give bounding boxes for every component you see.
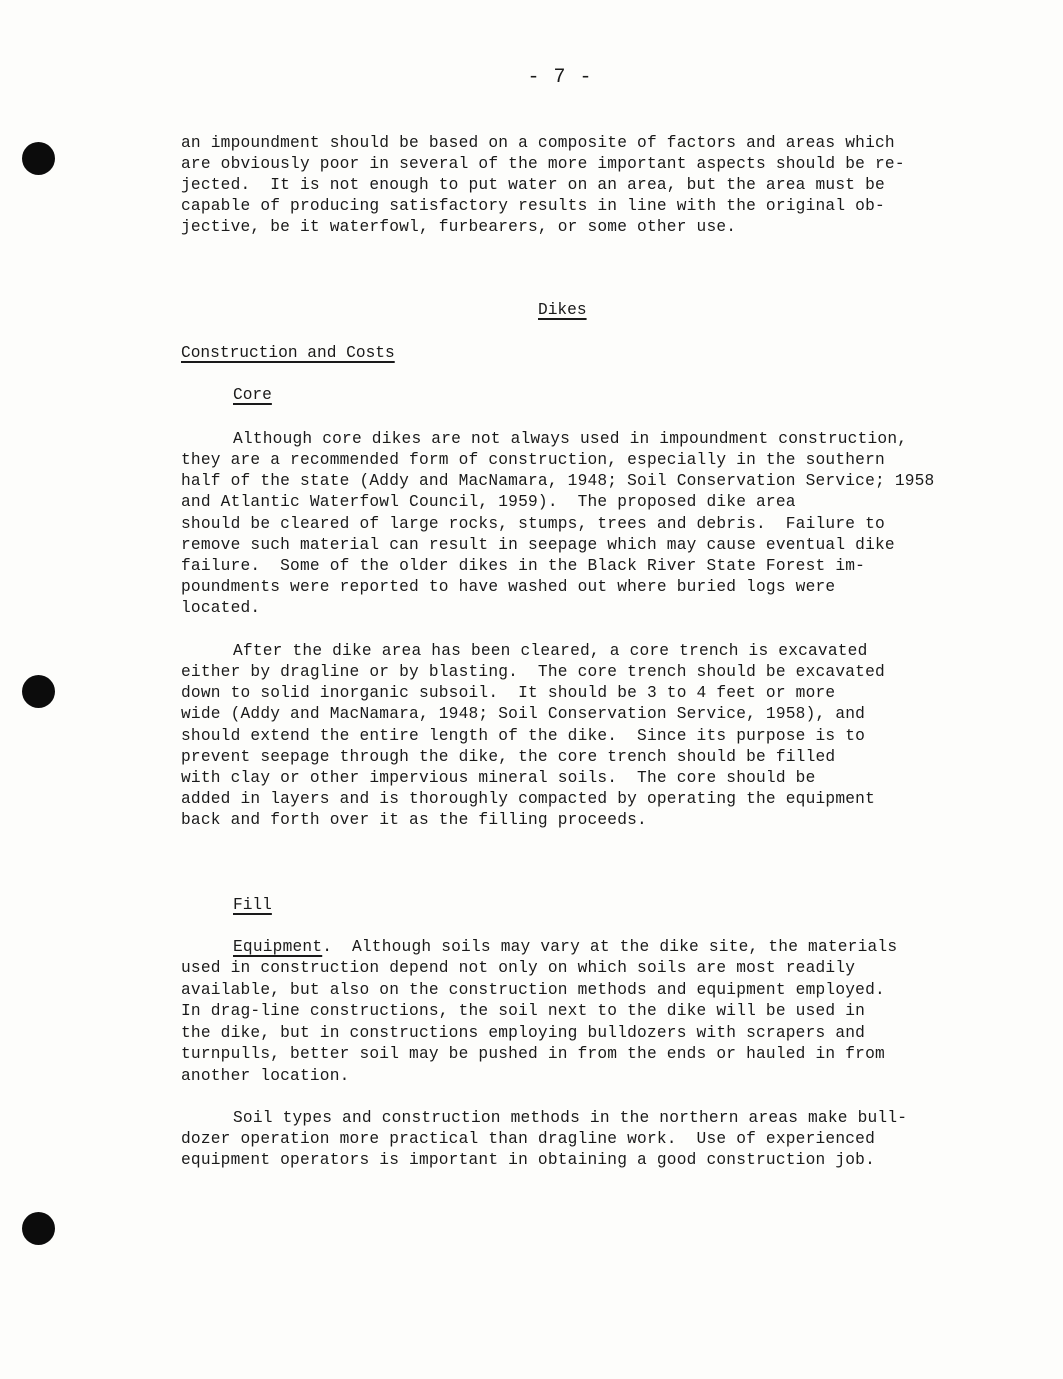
intro-line: capable of producing satisfactory results in line with the original ob- bbox=[181, 197, 885, 215]
fill-p2-line: Soil types and construction methods in the northern areas make bull- bbox=[233, 1109, 908, 1127]
binder-hole-top bbox=[22, 142, 55, 175]
fill-p2-line: equipment operators is important in obtaining a good construction job. bbox=[181, 1151, 875, 1169]
fill-p1-first-rest: . Although soils may vary at the dike site, the materials bbox=[322, 938, 898, 956]
core-p2-line: with clay or other impervious mineral soils. The core should be bbox=[181, 769, 816, 787]
core-p2-line: prevent seepage through the dike, the core trench should be filled bbox=[181, 748, 836, 766]
intro-line: are obviously poor in several of the more important aspects should be re- bbox=[181, 155, 905, 173]
core-p2-line: down to solid inorganic subsoil. It should be 3 to 4 feet or more bbox=[181, 684, 836, 702]
core-p2-line: either by dragline or by blasting. The core trench should be excavated bbox=[181, 663, 885, 681]
fill-p2-line: dozer operation more practical than dragline work. Use of experienced bbox=[181, 1130, 875, 1148]
fill-p1-first-line bbox=[233, 937, 897, 958]
page-number: - 7 - bbox=[527, 66, 593, 89]
core-p1-line: Although core dikes are not always used in impoundment construction, bbox=[233, 430, 908, 448]
section-title-dikes: Dikes bbox=[538, 301, 587, 319]
core-p1-line: and Atlantic Waterfowl Council, 1959). The proposed dike area bbox=[181, 493, 796, 511]
core-p2-line: back and forth over it as the filling proceeds. bbox=[181, 811, 647, 829]
core-p1-line: remove such material can result in seepage which may cause eventual dike bbox=[181, 536, 895, 554]
fill-p1-line: available, but also on the construction methods and equipment employed. bbox=[181, 981, 885, 999]
equipment-label: Equipment bbox=[233, 938, 323, 956]
intro-line: jected. It is not enough to put water on an area, but the area must be bbox=[181, 176, 885, 194]
core-p1-line: should be cleared of large rocks, stumps, trees and debris. Failure to bbox=[181, 515, 885, 533]
intro-line: an impoundment should be based on a composite of factors and areas which bbox=[181, 134, 895, 152]
core-p2-line: wide (Addy and MacNamara, 1948; Soil Conservation Service, 1958), and bbox=[181, 705, 866, 723]
fill-p1-line: turnpulls, better soil may be pushed in from the ends or hauled in from bbox=[181, 1045, 885, 1063]
fill-p1-line: used in construction depend not only on which soils are most readily bbox=[181, 959, 856, 977]
core-p2-line: should extend the entire length of the dike. Since its purpose is to bbox=[181, 727, 866, 745]
fill-p1-line: another location. bbox=[181, 1067, 350, 1085]
core-p1-line: poundments were reported to have washed out where buried logs were bbox=[181, 578, 836, 596]
binder-hole-middle bbox=[22, 675, 55, 708]
core-p1-line: located. bbox=[181, 599, 261, 617]
core-p2-line: After the dike area has been cleared, a core trench is excavated bbox=[233, 642, 868, 660]
core-p2-line: added in layers and is thoroughly compacted by operating the equipment bbox=[181, 790, 875, 808]
core-p1-line: they are a recommended form of construction, especially in the southern bbox=[181, 451, 885, 469]
core-p1-line: half of the state (Addy and MacNamara, 1948; Soil Conservation Service; 1958 bbox=[181, 472, 935, 490]
subsection-title: Construction and Costs bbox=[181, 344, 395, 362]
fill-heading: Fill bbox=[233, 896, 272, 914]
core-heading: Core bbox=[233, 386, 272, 404]
intro-line: jective, be it waterfowl, furbearers, or some other use. bbox=[181, 218, 737, 236]
fill-p1-line: In drag-line constructions, the soil next to the dike will be used in bbox=[181, 1002, 866, 1020]
core-p1-line: failure. Some of the older dikes in the Black River State Forest im- bbox=[181, 557, 866, 575]
fill-p1-line: the dike, but in constructions employing bulldozers with scrapers and bbox=[181, 1024, 866, 1042]
binder-hole-bottom bbox=[22, 1212, 55, 1245]
